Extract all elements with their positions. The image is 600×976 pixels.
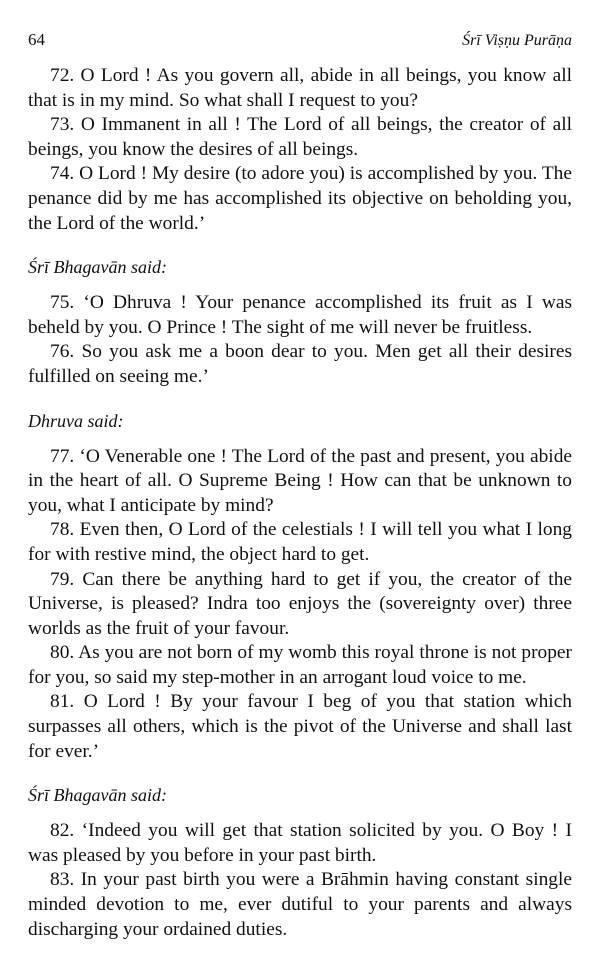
verse-73: 73. O Immanent in all ! The Lord of all beings, the creator of all beings, you know the desires of all beings.	[28, 114, 572, 160]
verse-83: 83. In your past birth you were a Brāhmin having constant single minded devotion to me, ever dutiful to your parents and always discharging your ordained duties.	[28, 869, 572, 940]
verse-72: 72. O Lord ! As you govern all, abide in all beings, you know all that is in my mind. So what shall I request to you?	[28, 65, 572, 111]
verse-80: 80. As you are not born of my womb this royal throne is not proper for you, so said my step-mother in an arrogant loud voice to me.	[28, 642, 572, 688]
verse-81: 81. O Lord ! By your favour I beg of you that station which surpasses all others, which is the pivot of the Universe and shall last for ever.’	[28, 691, 572, 762]
running-head: Śrī Viṣṇu Purāṇa	[462, 32, 572, 49]
verse-82: 82. ‘Indeed you will get that station solicited by you. O Boy ! I was pleased by you before in your past birth.	[28, 820, 572, 866]
verse-77: 77. ‘O Venerable one ! The Lord of the past and present, you abide in the heart of all. O Supreme Being ! How can that be unknown to you, what I anticipate by mind?	[28, 445, 572, 516]
page-body	[28, 64, 572, 942]
page-number: 64	[28, 30, 45, 49]
speaker-heading: Śrī Bhagavān said:	[28, 257, 167, 278]
verse-78: 78. Even then, O Lord of the celestials ! I will tell you what I long for with restive mind, the object hard to get.	[28, 519, 572, 565]
page-header	[28, 30, 572, 50]
verse-79: 79. Can there be anything hard to get if you, the creator of the Universe, is pleased? Indra too enjoys the (sovereignty over) three worlds as the fruit of your favour.	[28, 568, 572, 639]
verse-76: 76. So you ask me a boon dear to you. Men get all their desires fulfilled on seeing me.’	[28, 341, 572, 387]
speaker-heading: Śrī Bhagavān said:	[28, 785, 167, 806]
verse-75: 75. ‘O Dhruva ! Your penance accomplished its fruit as I was beheld by you. O Prince ! The sight of me will never be fruitless.	[28, 292, 572, 338]
speaker-heading: Dhruva said:	[28, 410, 124, 431]
verse-74: 74. O Lord ! My desire (to adore you) is accomplished by you. The penance did by me has accomplished its objective on beholding you, the Lord of the world.’	[28, 163, 572, 234]
